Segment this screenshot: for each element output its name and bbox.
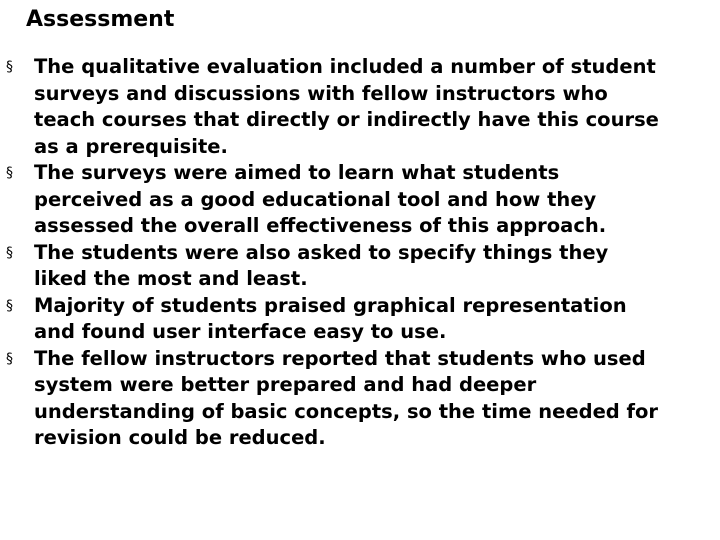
bullet-marker-icon: § [6, 350, 13, 367]
bullet-text-line: and found user interface easy to use. [34, 320, 447, 343]
bullet-text-line: teach courses that directly or indirectly have this course [34, 108, 659, 131]
bullet-list [0, 54, 716, 452]
bullet-text-line: system were better prepared and had deeper [34, 373, 537, 396]
bullet-marker-icon: § [6, 165, 13, 181]
bullet-text-line: understanding of basic concepts, so the time needed for [34, 399, 659, 423]
bullet-text-line: surveys and discussions with fellow instructors who [34, 81, 608, 105]
bullet-item [0, 240, 716, 293]
bullet-text-line: as a prerequisite. [34, 134, 228, 158]
bullet-item [0, 293, 716, 346]
bullet-marker-icon: § [6, 244, 13, 261]
bullet-item [0, 54, 716, 160]
bullet-text-line: The surveys were aimed to learn what students [34, 161, 560, 184]
bullet-text-line: Majority of students praised graphical representation [34, 293, 627, 317]
bullet-text-line: revision could be reduced. [34, 426, 326, 449]
bullet-marker-icon: § [6, 59, 13, 75]
bullet-text-line: assessed the overall effectiveness of this approach. [34, 214, 607, 237]
bullet-text-line: liked the most and least. [34, 267, 308, 290]
bullet-item [0, 160, 716, 240]
bullet-text-line: The qualitative evaluation included a number of student [34, 55, 656, 78]
bullet-marker-icon: § [6, 297, 13, 314]
bullet-item [0, 346, 716, 452]
bullet-text-line: The students were also asked to specify things they [34, 240, 609, 264]
bullet-text-line: The fellow instructors reported that students who used [34, 346, 646, 370]
bullet-text-line: perceived as a good educational tool and how they [34, 187, 597, 211]
slide-title: Assessment [26, 7, 175, 32]
